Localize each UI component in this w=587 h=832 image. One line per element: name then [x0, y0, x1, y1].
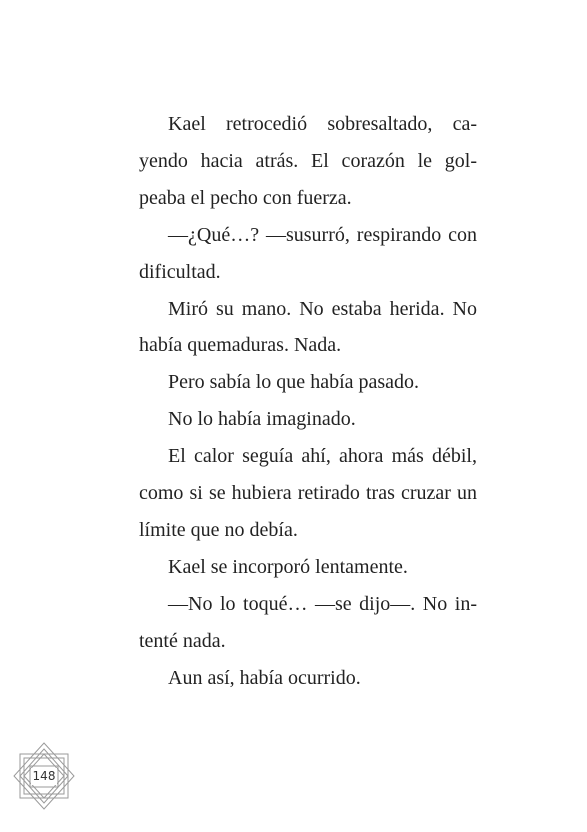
body-text: [139, 106, 477, 697]
paragraph-5: No lo había imaginado.: [168, 408, 356, 431]
paragraph-7: Kael se incorporó lentamente.: [168, 555, 408, 578]
page-number: 148: [32, 769, 56, 783]
paragraph-8: —No lo toqué… —se dijo—. No in-tenté nada.: [139, 592, 477, 652]
page-folio: [12, 741, 76, 811]
paragraph-3: Miró su mano. No estaba herida. No había quemaduras. Nada.: [139, 297, 477, 357]
paragraph-4: Pero sabía lo que había pasado.: [168, 371, 420, 394]
paragraph-6: El calor seguía ahí, ahora más débil, como si se hubiera retirado tras cruzar un límite que no debía.: [139, 445, 477, 541]
paragraph-9: Aun así, había ocurrido.: [168, 666, 361, 689]
paragraph-1: Kael retrocedió sobresaltado, ca-yendo hacia atrás. El corazón le gol-peaba el pecho con fuerza.: [139, 113, 477, 209]
paragraph-2: —¿Qué…? —susurró, respirando con dificultad.: [139, 223, 477, 283]
